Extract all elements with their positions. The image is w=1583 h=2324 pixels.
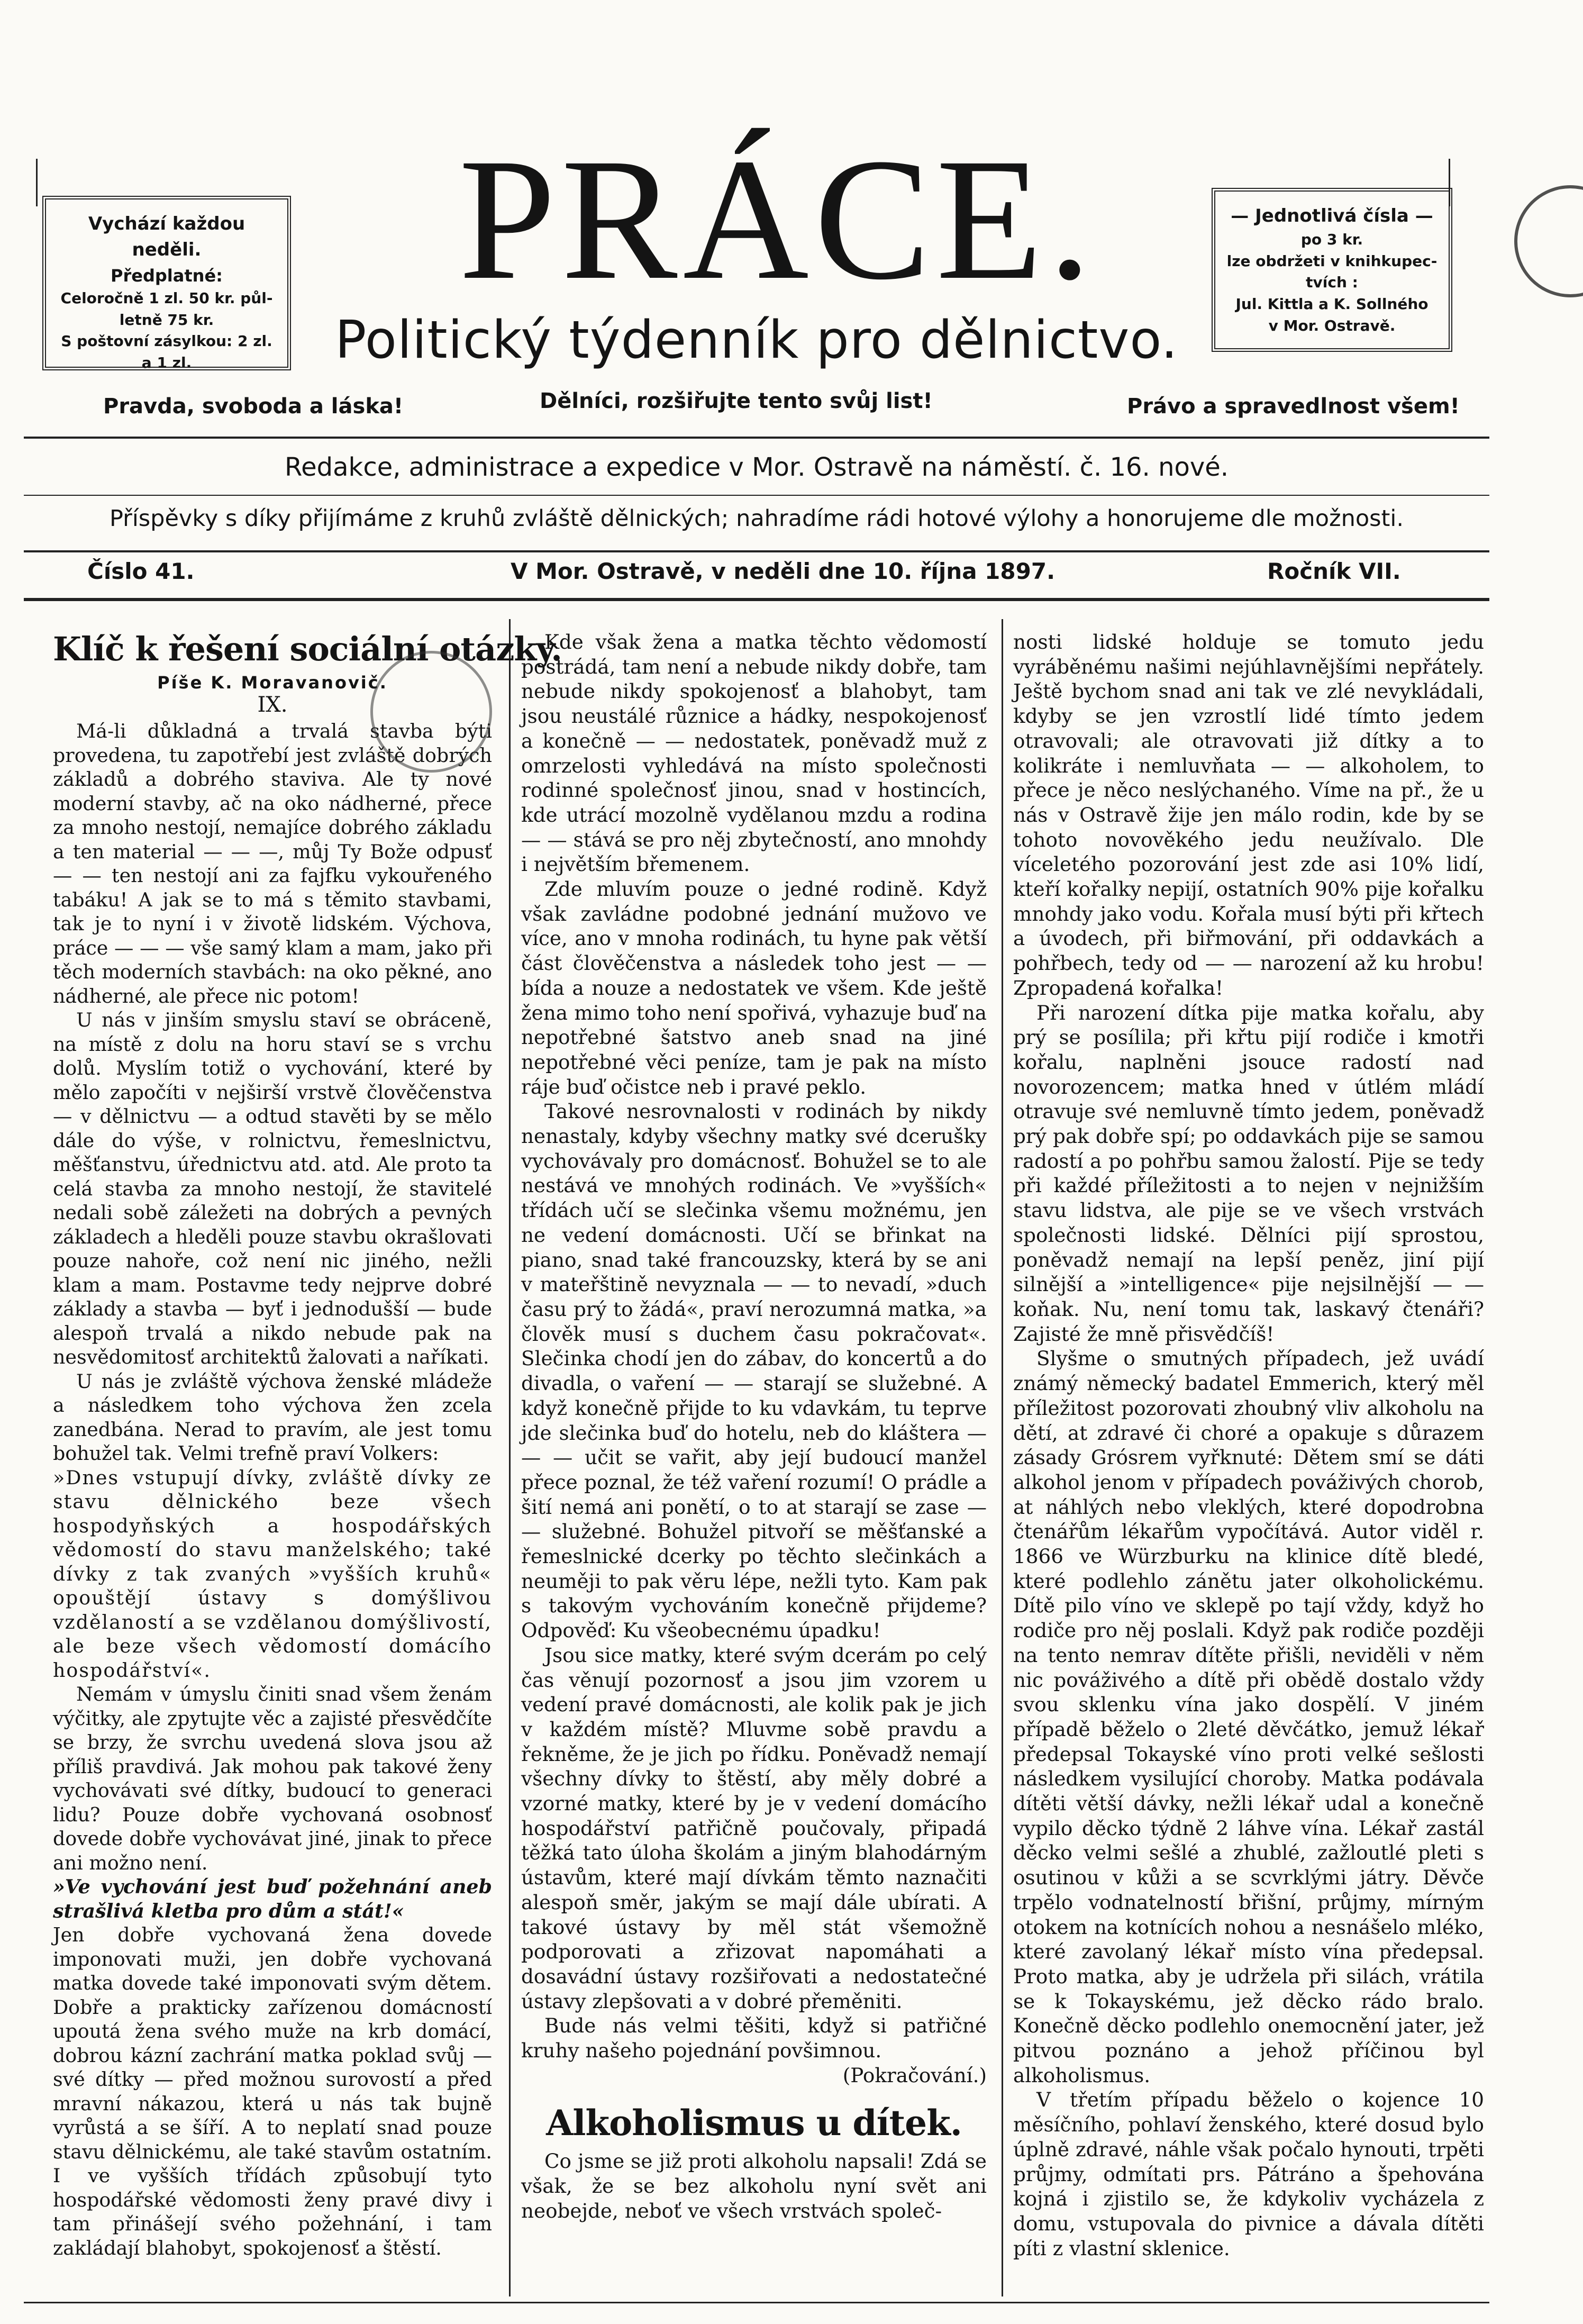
box-line: lze obdržeti v knihkupec- [1226,252,1438,270]
paragraph: V třetím případu běželo o kojence 10 měsíčního, pohlaví ženského, které dosud bylo úplně zdravé, náhle však počalo hynouti, trpěti průjmy, odmítati prs. Pátráno a špehována kojná i zjistilo se, že kdykoliv vycházela z domu, vstupovala do pivnice a dávala dítěti píti z vlastní sklenice. [1013,2088,1484,2260]
article-body [1013,630,1484,2261]
header-rule [24,437,1489,439]
motto-right: Právo a spravedlnost všem! [1127,394,1460,419]
paragraph: Kde však žena a matka těchto vědomostí postrádá, tam není a nebude nikdy dobře, tam nebude nikdy spokojenosť a blahobyt, tam jsou neustálé různice a hádky, nespokojenosť a konečně — — nedostatek, poněvadž muž z omrzelosti vyhledává na místo společnosti rodinné společnosť jinou, snad v hostincích, kde utrácí mozolně vydělanou mzdu a rodina — — stává se pro něj zbytečností, ano mnohdy i největším břemenem. [521,630,987,876]
paragraph: U nás v jinším smyslu staví se obráceně, na místě z dolu na horu staví se s vrchu dolů. Myslím totiž o vychování, které by mělo započíti v nejširší vrstvě člověčenstva — v dělnictvu — a odtud stavěti by se mělo dále do výše, v rolnictvu, řemeslnictvu, měšťanstvu, úřednictvu atd. atd. Ale proto ta celá stavba za mnoho nestojí, že stavitelé nedali sobě záležeti na dobrých a pevných základech a hleděli pouze stavbu okrašlovati pouze nahoře, což není nic jiného, nežli klam a mam. Postavme tedy nejprve dobré základy a stavba — byť i jednodušší — bude alespoň trvalá a nikdo nebude pak na nesvědomitosť architektů žalovati a naříkati. [53,1009,492,1368]
article-byline: Píše K. Moravanovič. [157,673,388,693]
price-box [1212,188,1452,352]
issue-volume: Ročník VII. [1267,558,1401,584]
paragraph: Zde mluvím pouze o jedné rodině. Když však zavládne podobné jednání mužovo ve více, ano v mnoha rodinách, tu hyne pak větší část člověčenstva a následek toho jest — — bída a nouze a nedostatek ve všem. Kde ještě žena mimo toho není spořivá, vyhazuje buď na nepotřebné šatstvo aneb snad na jiné nepotřebné věci peníze, tam je pak na místo ráje buď očistce neb i pravé peklo. [521,877,987,1099]
crop-mark [36,159,38,206]
paragraph: Takové nesrovnalosti v rodinách by nikdy nenastaly, kdyby všechny matky své dcerušky vychovávaly pro domácnosť. Bohužel se to ale nestává ve mnohých rodinách. Ve »vyšších« třídách učí se slečinka všemu možnému, jen ne vedení domácnosti. Učí se břinkat na piano, snad také francouzsky, která by se ani v mateřštině nevyznala — — to nevadí, »duch času prý to žádá«, praví nerozumná matka, »a člověk musí s duchem času pokračovat«. Slečinka chodí jen do zábav, do koncertů a do divadla, o vaření — — starají se služebné. A když konečně přijde to ku vdavkám, tu teprve jde slečinka buď do hotelu, neb do kláštera — — — učit se vařit, aby její budoucí manžel přece poznal, že též vaření rozumí! O prádle a šití nemá ani ponětí, o to at starají se zase — — služebné. Bohužel pitvoří se měšťanské a řemeslnické dcerky po těchto slečinkách a neuměji to pak věru lépe, nežli tyto. Kam pak s takovým vychováním konečně přijdeme? Odpověď: Ku všeobecnému úpadku! [521,1100,987,1642]
page-bottom-rule [24,2302,1489,2303]
paragraph: Při narození dítka pije matka kořalu, aby prý se posílila; při křtu pijí rodiče i kmotři kořalu, naplněni jsouce radostí nad novorozencem; matka hned v útlém mládí otravuje své nemluvně tímto jedem, poněvadž prý pak dobře spí; po oddavkách pije se samou radostí a po pohřbu samou žalostí. Pije se tedy při každé příležitosti a to nejen v nejnižším stavu lidstva, ale pije se ve všech vrstvách společnosti lidské. Dělníci pijí sprostou, poněvadž nemají na lepší peněz, jiní pijí silnější a »intelligence« pije nejsilnější — — koňak. Nu, není tomu tak, laskavý čtenáři? Zajisté že mně přisvědčíš! [1013,1001,1484,1346]
header-rule [24,550,1489,552]
paragraph: Co jsme se již proti alkoholu napsali! Zdá se však, že se bez alkoholu nyní svět ani neobejde, neboť ve všech vrstvách společ- [521,2149,987,2222]
box-line: Jul. Kittla a K. Sollného [1235,295,1429,313]
column-2 [521,630,987,2223]
motto-left: Pravda, svoboda a láska! [103,394,404,419]
emphasis: »Ve vychování jest buď požehnání aneb strašlivá kletba pro dům a stát!« [53,1875,492,1922]
box-line: Předplatné: [111,265,223,286]
subscription-box [42,196,291,370]
masthead-title: PRÁCE. [458,123,1097,316]
paragraph: Jen dobře vychovaná žena dovede imponovati muži, jen dobře vychovaná matka dovede také imponovati svým dětem. Dobře a prakticky zařízenou domácností upoutá žena svého muže na krb domácí, dobrou kázní zachrání matka poklad svůj — své dítky — před možnou surovostí a před mravní nákazou, která u nás tak bujně vyrůstá a se šíří. A to neplatí snad pouze stavu dělnickému, ale také stavům ostatním. I ve vyšších třídách způsobují tyto hospodářské vědomosti ženy pravé divy i tam přinášejí svého požehnání, i tam zakládají blahobyt, spokojenosť a štěstí. [53,1923,492,2259]
article-headline: Klíč k řešení sociální otázky. [53,630,562,668]
box-line: — Jednotlivá čísla — [1231,205,1433,226]
paragraph: Má-li důkladná a trvalá stavba býti provedena, tu zapotřebí jest zvláště dobrých základů a dobrého staviva. Ale ty nové moderní stavby, ač na oko nádherné, přece za mnoho nestojí, nemajíce dobrého základu a ten material — — —, můj Ty Bože odpusť — — ten nestojí ani za fajfku vykouřeného tabáku! A jak se to má s těmito stavbami, tak je to nyní i v životě lidském. Výchova, práce — — — vše samý klam a mam, jako při těch moderních stavbách: na oko pěkné, ano nádherné, ale přece nic potom! [53,720,492,1007]
issue-number: Číslo 41. [87,558,195,584]
article-body [521,2149,987,2223]
paragraph: U nás je zvláště výchova ženské mládeže a následkem toho výchova žen zcela zanedbána. Nerad to pravím, ale jest tomu bohužel tak. Velmi trefně praví Volkers: [53,1369,492,1465]
column-1 [53,630,562,2260]
header-rule [24,495,1489,496]
paragraph: Nemám v úmyslu činiti snad všem ženám výčitky, ale zpytujte věc a zajisté přesvědčíte se brzy, že svrchu uvedená slova jsou až příliš pravdivá. Jak mohou pak takové ženy vychovávati své dítky, budoucí to generaci lidu? Pouze dobře vychovaná osobnosť dovede dobře vychovávat jiné, jinak to přece ani možno není. [53,1683,492,1874]
paragraph: nosti lidské holduje se tomuto jedu vyráběnému našimi nejúhlavnějšími nepřátely. Ještě bychom snad ani tak ve zlé nevykládali, kdyby se jen vzrostlí lidé tímto jedem otravovali; ale otravovati již dítky a to kolikráte i nemluvňata — — alkoholem, to přece je něco neslýchaného. Víme na př., že u nás v Ostravě žije jen málo rodin, kde by se tohoto novověkého jedu neužívalo. Dle víceletého pozorování jest zde asi 10% lidí, kteří kořalky nepijí, ostatních 90% pije kořalku mnohdy jako vodu. Kořala musí býti při křtech a úvodech, při biřmování, při oddavkách a pohřbech, tedy od — — narození až ku hrobu! Zpropadená kořalka! [1013,630,1484,1000]
column-divider [1002,619,1003,2296]
paragraph: Bude nás velmi těšiti, když si patřičné kruhy našeho pojednání povšimnou. [521,2014,987,2063]
postal-stamp-icon [370,651,492,773]
box-line: Celoročně 1 zl. 50 kr. půl- [60,289,273,307]
article-body [521,630,987,2087]
box-line: S poštovní zásylkou: 2 zl. [61,332,272,350]
quote-paragraph: »Dnes vstupují dívky, zvláště dívky ze stavu dělnického beze všech hospodyňských a hospodářských vědomostí do stavu manželského; také dívky z tak zvaných »vyšších kruhů« opouštějí ústavy s domýšlivou vzdělaností a se vzdělanou domýšlivostí, ale beze všech vědomostí domácího hospodářství«. [53,1466,492,1682]
article-body [53,719,492,2260]
editorial-address: Redakce, administrace a expedice v Mor. Ostravě na náměstí. č. 16. nové. [284,452,1229,482]
quote-paragraph [53,1875,492,1923]
editorial-contributions: Příspěvky s díky přijímáme z kruhů zvláště dělnických; nahradíme rádi hotové výlohy a honorujeme dle možnosti. [109,505,1404,532]
box-line: Vychází každou neděli. [88,213,245,261]
article-headline: Alkoholismus u dítek. [546,2102,962,2144]
header-rule [24,598,1489,601]
column-divider [509,619,511,2296]
box-line: letně 75 kr. [119,311,214,329]
motto-center: Dělníci, rozšiřujte tento svůj list! [540,389,933,413]
library-stamp-icon [1514,185,1583,297]
column-3 [1013,630,1484,2261]
masthead-subtitle: Politický týdenník pro dělnictvo. [335,310,1178,370]
paragraph: Jsou sice matky, které svým dcerám po celý čas věnují pozornosť a jsou jim vzorem u vedení pravé domácnosti, ale kolik pak je jich v každém místě? Mluvme sobě pravdu a řekněme, že je jich po řídku. Poněvadž nemají všechny dívky to štěstí, aby měly dobré a vzorné matky, které by je v vedení domácího hospodářství patřičně poučovaly, připadá těžká tato úloha školám a jiným blahodárným ústavům, které mají dívkám těmto naznačiti alespoň směr, jakým se mají dále ubírati. A takové ústavy by měl stát všemožně podporovati a zřizovat napomáhati a dosavádní ústavy rozšiřovati a nedostatečné ústavy zlepšovati a v dobré přeměniti. [521,1643,987,2013]
issue-date: V Mor. Ostravě, v neděli dne 10. října 1897. [511,558,1056,584]
box-line: a 1 zl. [141,353,192,371]
box-line: po 3 kr. [1300,231,1363,249]
continued-note: (Pokračování.) [842,2063,987,2087]
box-line: tvích : [1306,274,1358,292]
box-line: v Mor. Ostravě. [1268,316,1396,334]
paragraph: Slyšme o smutných případech, jež uvádí známý německý badatel Emmerich, který měl příležitost pozorovati zhoubný vliv alkoholu na dětí, at zdravé či choré a opakuje s důrazem zásady Grósrem vyřknuté: Dětem smí se dáti alkohol jenom v případech pováživých chorob, at náhlých nebo vleklých, které dopodrobna čtenářům lékařům vypočítává. Autor viděl r. 1866 ve Würzburku na klinice dítě bledé, které podlehlo zánětu jater olkoholickému. Dítě pilo víno ve sklepě po tají vždy, když ho rodiče pro něj poslali. Když pak rodiče později na tento nemrav dítěte přišli, neviděli v něm nic pováživého a dítě při obědě dostalo vždy svou sklenku vína jako dospělí. V jiném případě běželo o 2leté děvčátko, jemuž lékař předepsal Tokayské víno proti velké sešlosti následkem vysilující choroby. Matka podávala dítěti větší dávky, nežli lékař udal a konečně vypilo děcko týdně 2 láhve vína. Lékař zastál děcko velmi sešlé a zhublé, zažloutlé pleti s osutinou v kůži a se scvrklými játry. Děvče trpělo vodnatelností břišní, průjmy, mírným otokem na kotnících nohou a nesnášelo mléko, které zavolaný lékař místo vína předepsal. Proto matka, aby je udržela při silách, vrátila se k Tokayskému, jež děcko rádo bralo. Konečně děcko podlehlo onemocnění jater, jež pitvou poznáno a jehož příčinou byl alkoholismus. [1013,1347,1484,2087]
article-part: IX. [257,693,288,717]
